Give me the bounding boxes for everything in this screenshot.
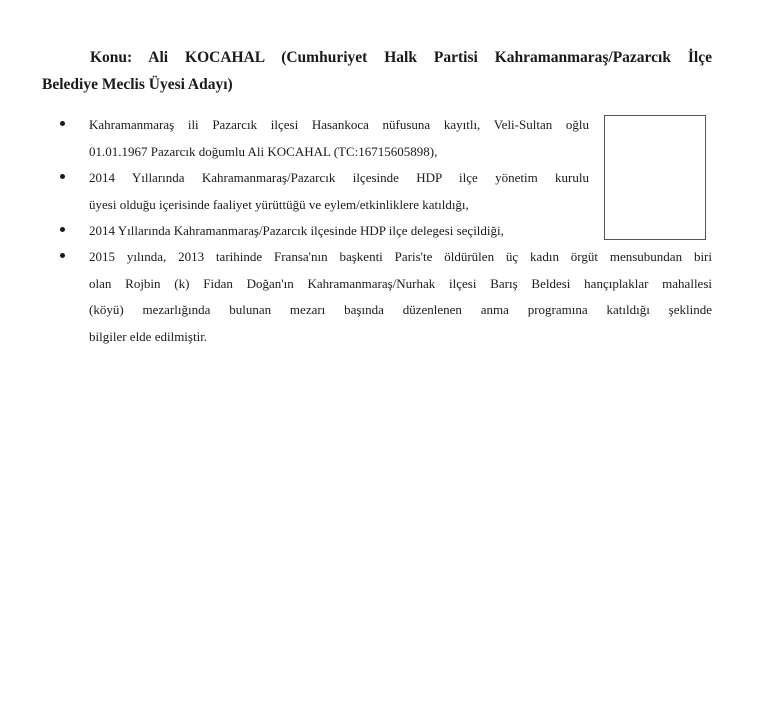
bullet-icon — [60, 174, 65, 179]
list-item-text — [89, 218, 589, 245]
list-item-line: 2014 Yıllarında Kahramanmaraş/Pazarcık ilçesinde HDP ilçe yönetim kurulu — [89, 170, 589, 185]
subject-line-2: Belediye Meclis Üyesi Adayı) — [42, 76, 233, 93]
list-item-line: 2014 Yıllarında Kahramanmaraş/Pazarcık ilçesinde HDP ilçe delegesi seçildiği, — [89, 223, 504, 238]
bullet-icon — [60, 121, 65, 126]
list-item-text — [89, 244, 712, 350]
bullet-icon — [60, 227, 65, 232]
list-item-text — [89, 112, 589, 165]
list-item-line: bilgiler elde edilmiştir. — [89, 328, 208, 344]
list-item-line: olan Rojbin (k) Fidan Doğan'ın Kahramanmaraş/Nurhak ilçesi Barış Beldesi hançıplaklar mahallesi — [89, 275, 712, 291]
list-item-text — [89, 165, 589, 218]
list-item-line: (köyü) mezarlığında bulunan mezarı başında düzenlenen anma programına katıldığı şeklinde — [89, 302, 712, 317]
list-item-line: üyesi olduğu içerisinde faaliyet yürüttüğü ve eylem/etkinliklere katıldığı, — [89, 196, 469, 212]
subject-line-1: Konu: Ali KOCAHAL (Cumhuriyet Halk Partisi Kahramanmaraş/Pazarcık İlçe — [90, 49, 712, 66]
subject-heading — [42, 44, 712, 98]
photo-placeholder — [604, 115, 706, 240]
list-item-line: 01.01.1967 Pazarcık doğumlu Ali KOCAHAL (TC:16715605898), — [89, 143, 438, 159]
list-item-line: 2015 yılında, 2013 tarihinde Fransa'nın başkenti Paris'te öldürülen üç kadın örgüt mensubundan biri — [89, 249, 712, 264]
list-item-line: Kahramanmaraş ili Pazarcık ilçesi Hasankoca nüfusuna kayıtlı, Veli-Sultan oğlu — [89, 117, 589, 132]
bullet-icon — [60, 253, 65, 258]
